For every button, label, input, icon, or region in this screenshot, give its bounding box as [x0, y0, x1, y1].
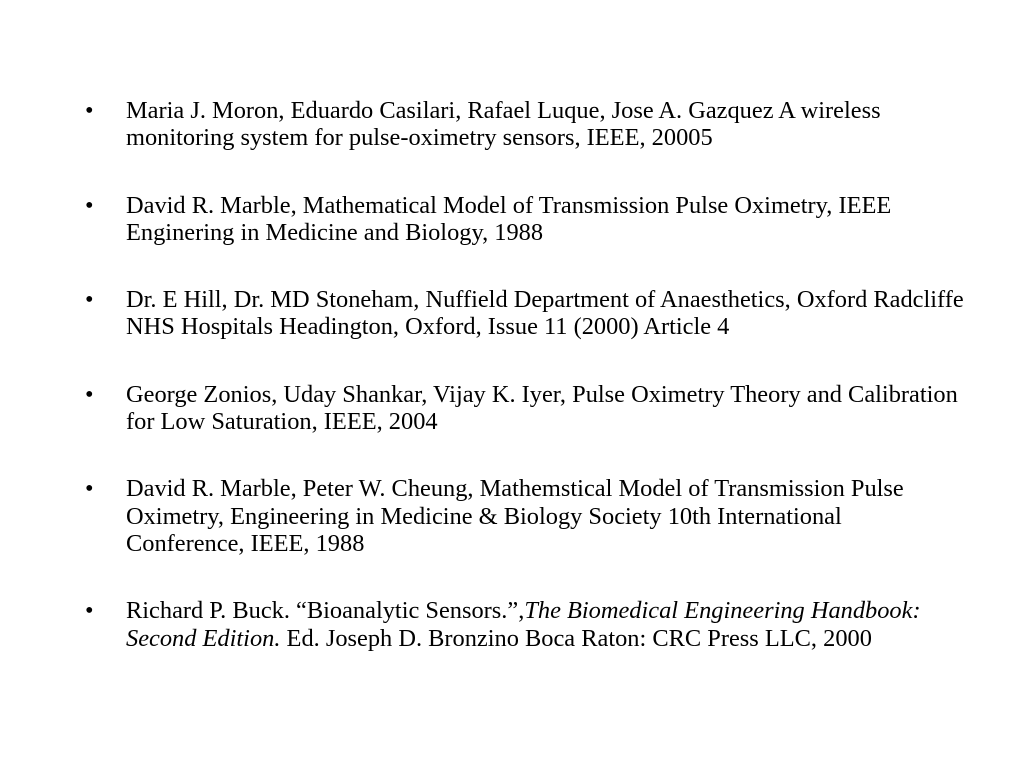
- reference-item: [0, 475, 1024, 557]
- reference-item: [0, 286, 1024, 341]
- reference-text: George Zonios, Uday Shankar, Vijay K. Iyer, Pulse Oximetry Theory and Calibration for Low Saturation, IEEE, 2004: [126, 380, 958, 436]
- reference-item: [0, 192, 1024, 247]
- reference-item: [0, 597, 1024, 652]
- reference-text-plain: Richard P. Buck. “Bioanalytic Sensors.”,: [126, 597, 525, 625]
- reference-list: [0, 97, 1024, 692]
- bullet: •: [85, 191, 94, 219]
- reference-item: [0, 381, 1024, 436]
- bullet: •: [85, 286, 94, 314]
- bullet: •: [85, 475, 94, 503]
- reference-text: David R. Marble, Mathematical Model of Transmission Pulse Oximetry, IEEE Enginering in Medicine and Biology, 1988: [126, 191, 892, 246]
- bullet: •: [85, 597, 94, 625]
- reference-text-italic-title: The Biomedical Engineering Handbook: Second Edition.: [126, 597, 921, 652]
- reference-text: Dr. E Hill, Dr. MD Stoneham, Nuffield Department of Anaesthetics, Oxford Radcliffe NHS Hospitals Headington, Oxford, Issue 11 (2000) Article 4: [126, 286, 964, 341]
- reference-text: [126, 597, 921, 651]
- reference-item: [0, 97, 1024, 152]
- reference-text-plain: Ed. Joseph D. Bronzino Boca Raton: CRC Press LLC, 2000: [280, 624, 872, 652]
- bullet: •: [85, 97, 94, 124]
- reference-text: David R. Marble, Peter W. Cheung, Mathemstical Model of Transmission Pulse Oximetry, Engineering in Medicine & Biology Society 10th International Conference, IEEE, 1988: [126, 475, 904, 557]
- reference-text: Maria J. Moron, Eduardo Casilari, Rafael Luque, Jose A. Gazquez A wireless monitoring system for pulse-oximetry sensors, IEEE, 20005: [126, 97, 881, 152]
- bullet: •: [85, 380, 94, 408]
